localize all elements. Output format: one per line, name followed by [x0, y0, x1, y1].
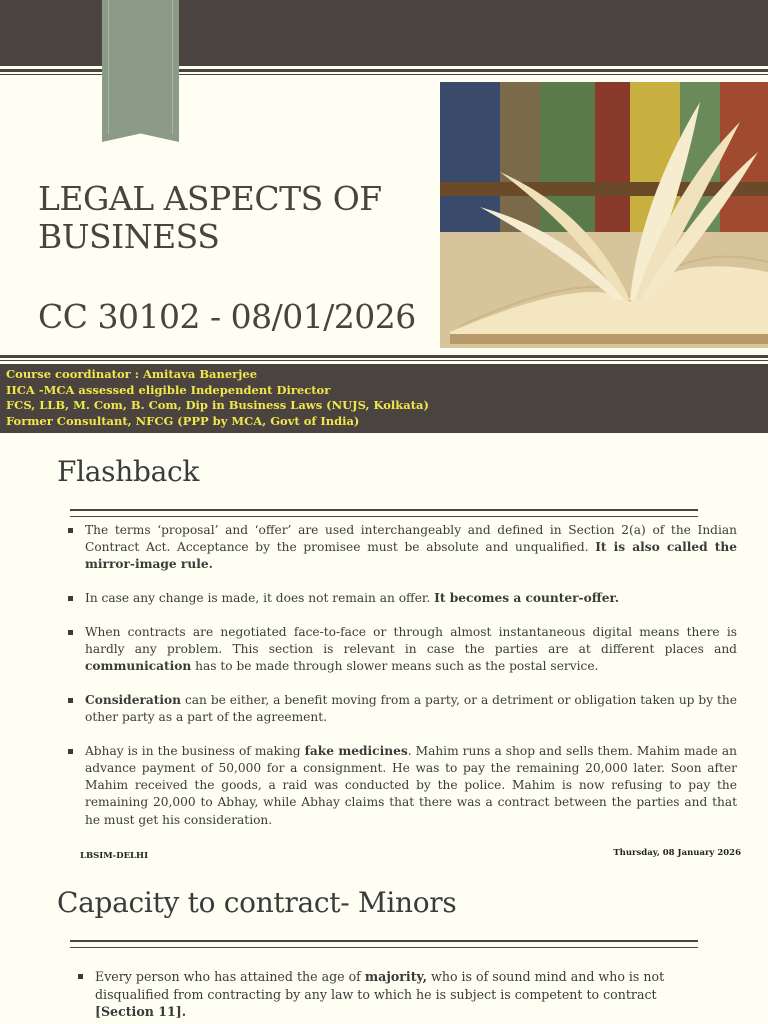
bullet-text: In case any change is made, it does not remain an offer. — [85, 591, 435, 606]
coordinator-info-bar — [0, 364, 768, 433]
bullet-item — [85, 743, 737, 829]
bullet-text: who is of sound mind and who is not disqualified from contracting by any law to which he is subject is competent to contract — [95, 969, 665, 1002]
info-line: Course coordinator : Amitava Banerjee — [6, 367, 258, 381]
bullet-item — [85, 692, 737, 726]
slide-title: LEGAL ASPECTS OF BUSINESS — [38, 179, 382, 256]
slide-heading: Capacity to contract- Minors — [57, 886, 457, 919]
bullet-list — [85, 522, 737, 845]
bullet-text: Every person who has attained the age of — [95, 969, 365, 984]
bullet-emphasis: fake medicines — [304, 743, 408, 758]
open-book-illustration — [440, 82, 768, 348]
heading-divider — [70, 509, 698, 517]
bullet-text: The terms ‘proposal’ and ‘offer’ are used interchangeably and defined in Section 2(a) of the Indian Contract Act. Acceptance by the promisee must be absolute and unqualified. — [85, 523, 737, 555]
bullet-emphasis: It is also called the mirror-image rule. — [85, 540, 737, 572]
bullet-emphasis: It becomes a counter-offer. — [434, 591, 620, 606]
bullet-text: When contracts are negotiated face-to-face or through almost instantaneous digital means there is hardly any problem. This section is relevant in case the parties are at different places and — [85, 624, 737, 657]
bullet-item — [85, 590, 737, 607]
bullet-item — [95, 968, 665, 1021]
bullet-emphasis: communication — [85, 659, 192, 674]
bookmark-ribbon-stitch — [108, 0, 173, 134]
info-line: IICA -MCA assessed eligible Independent Director — [6, 382, 331, 397]
bullet-text: . Mahim runs a shop and sells them. Mahim made an advance payment of 50,000 for a consignment. He was to pay the remaining 20,000 later. Soon after Mahim received the goods, a raid was conducted by the police. Mahim is now refusing to pay the remaining 20,000 to Abhay, while Abhay claims that there was a contract between the parties and that he must get his consideration. — [85, 743, 737, 827]
slide-heading: Flashback — [57, 455, 200, 488]
bullet-text: has to be made through slower means such as the postal service. — [191, 659, 599, 674]
bullet-item — [85, 522, 737, 574]
bullet-emphasis: [Section 11]. — [95, 1004, 187, 1019]
flashback-slide — [0, 433, 768, 868]
bullet-text: Abhay is in the business of making — [85, 743, 305, 758]
capacity-slide — [0, 868, 768, 1024]
middle-rule-thin — [0, 360, 768, 361]
course-code: CC 30102 - 08/01/2026 — [38, 297, 416, 336]
title-slide — [0, 0, 768, 433]
bullet-emphasis: Consideration — [85, 692, 182, 707]
middle-rule — [0, 355, 768, 358]
bullet-text: can be either, a benefit moving from a party, or a detriment or obligation taken up by the other party as a part of the agreement. — [85, 692, 737, 725]
info-line: FCS, LLB, M. Com, B. Com, Dip in Business Laws (NUJS, Kolkata) — [6, 398, 429, 412]
info-line: Former Consultant, NFCG (PPP by MCA, Govt of India) — [6, 413, 360, 428]
open-book-photo — [440, 82, 768, 348]
bullet-list — [95, 968, 665, 1021]
bullet-item — [85, 624, 737, 676]
footer-date: Thursday, 08 January 2026 — [613, 848, 741, 858]
bullet-emphasis: majority, — [364, 969, 428, 984]
heading-divider — [70, 940, 698, 948]
footer-institution: LBSIM-DELHI — [80, 851, 149, 861]
